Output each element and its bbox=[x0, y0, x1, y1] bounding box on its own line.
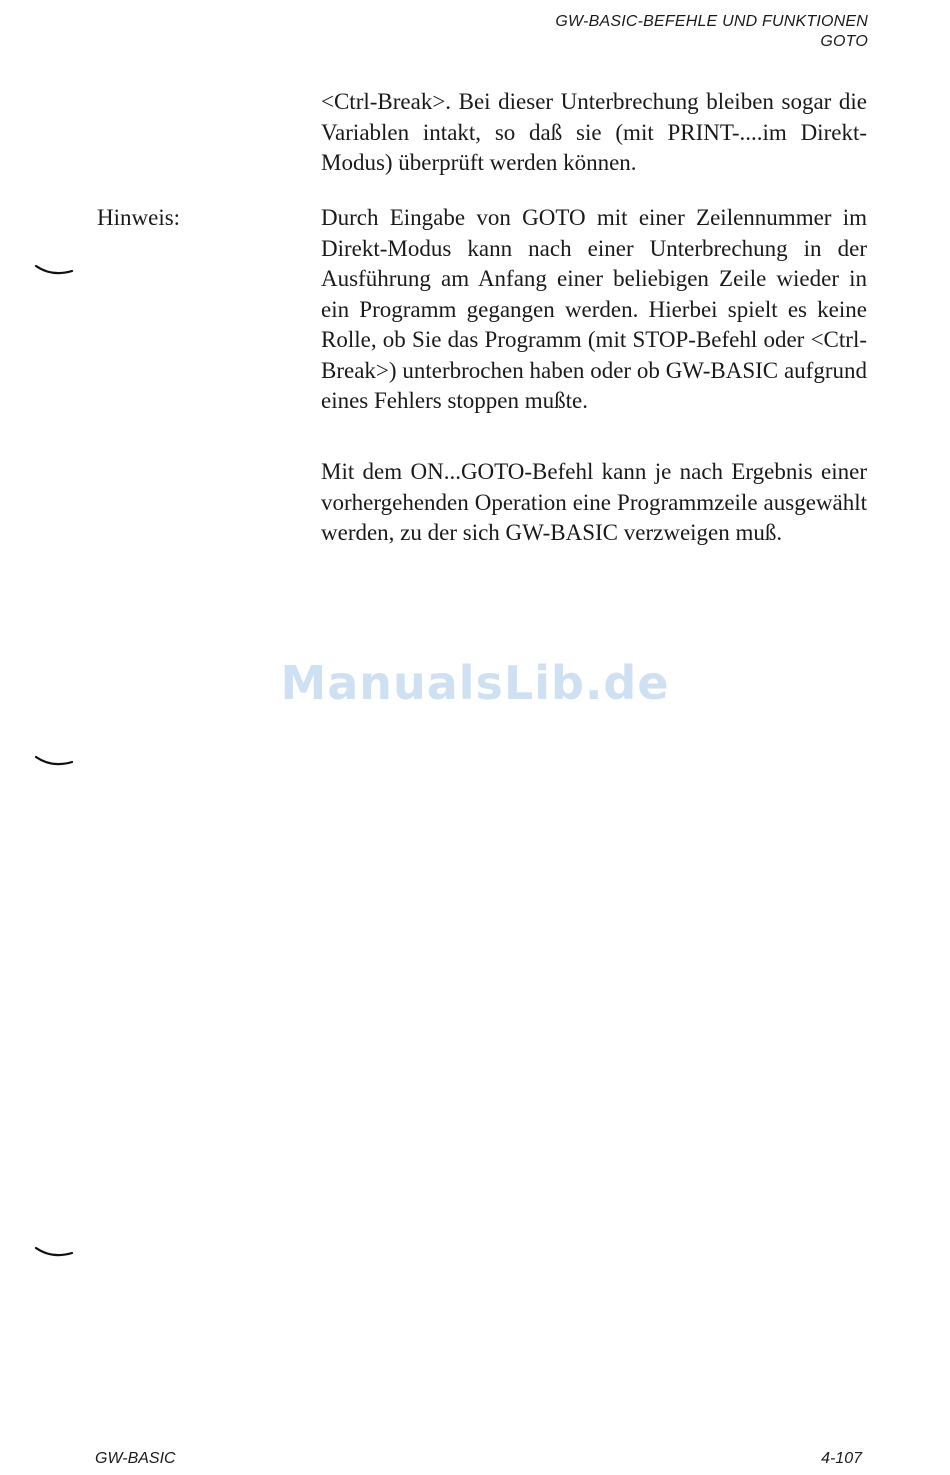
continuation-paragraph: <Ctrl-Break>. Bei dieser Unterbrechung bleiben sogar die Variablen intakt, so daß sie (mit PRINT-....im Direkt-Modus) überprüft werden können. bbox=[321, 89, 867, 175]
watermark: ManualsLib.de bbox=[280, 656, 670, 710]
note-label: Hinweis: bbox=[97, 205, 181, 230]
header-topic: GOTO bbox=[820, 33, 868, 50]
page-number: 4-107 bbox=[821, 1450, 862, 1467]
header-section-title: GW-BASIC-BEFEHLE UND FUNKTIONEN bbox=[555, 13, 868, 30]
running-header bbox=[555, 12, 868, 52]
footer-manual-title: GW-BASIC bbox=[95, 1450, 176, 1467]
note-paragraph: Durch Eingabe von GOTO mit einer Zeilennummer im Direkt-Modus kann nach einer Unterbrechung in der Ausführung am Anfang einer beliebigen Zeile wieder in ein Programm gegangen werden. Hierbei spielt es keine Rolle, ob Sie das Programm (mit STOP-Befehl oder <Ctrl-Break>) unterbrochen haben oder ob GW-BASIC aufgrund eines Fehlers stoppen mußte. bbox=[321, 205, 867, 413]
binding-hole-mark-bottom bbox=[34, 1245, 74, 1259]
ongoto-paragraph-block bbox=[321, 457, 867, 549]
ongoto-paragraph: Mit dem ON...GOTO-Befehl kann je nach Ergebnis einer vorhergehenden Operation eine Programmzeile ausgewählt werden, zu der sich GW-BASIC verzweigen muß. bbox=[321, 459, 867, 545]
note-paragraph-block bbox=[321, 203, 867, 417]
continuation-paragraph-block bbox=[321, 87, 867, 179]
binding-hole-mark-top bbox=[34, 263, 74, 277]
binding-hole-mark-middle bbox=[34, 754, 74, 768]
